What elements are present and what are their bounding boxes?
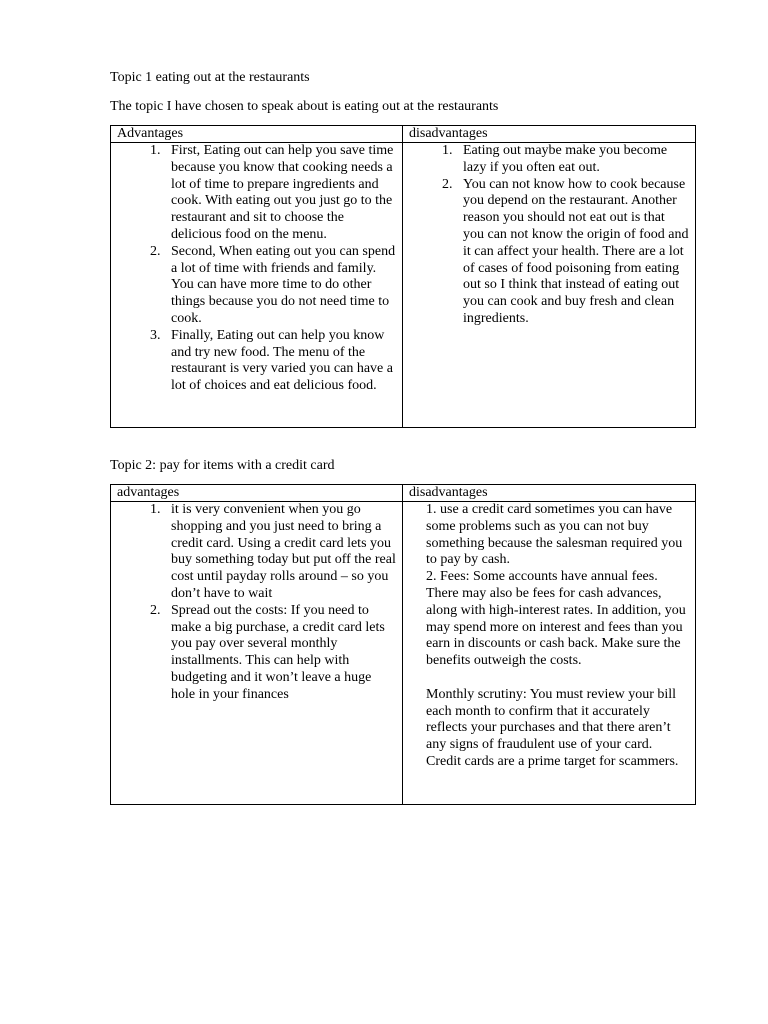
paragraph-spacer [426, 670, 689, 687]
topic1-disadvantages-cell [403, 143, 696, 428]
list-item: 1. First, Eating out can help you save time because you know that cooking needs a lot of time to prepare ingredients and cook. With eating out you just go to the restaurant and sit to choose the delicious food on the menu. [164, 143, 396, 244]
topic2-advantages-list [117, 502, 396, 704]
topic2-header-row [111, 485, 696, 502]
topic2-body-row [111, 502, 696, 805]
topic1-advantages-header: Advantages [111, 126, 403, 143]
list-item: 2. Second, When eating out you can spend a lot of time with friends and family. You can have more time to do other things because you do not need time to cook. [164, 244, 396, 328]
topic2-disadvantages-header: disadvantages [403, 485, 696, 502]
disadvantage-paragraph: 2. Fees: Some accounts have annual fees. There may also be fees for cash advances, along with high-interest rates. In addition, you may spend more on interest and fees than you earn in discounts or cash back. Make sure the benefits outweigh the costs. [426, 569, 686, 669]
topic1-advantages-list [117, 143, 396, 395]
disadvantage-paragraph: 1. use a credit card sometimes you can have some problems such as you can not buy something because the salesman required you to pay by cash. [426, 502, 683, 568]
topic1-advantages-cell [111, 143, 403, 428]
topic1-table [110, 125, 696, 428]
topic2-table [110, 484, 696, 805]
list-item: 2. You can not know how to cook because you depend on the restaurant. Another reason you should not eat out is that you can not know the origin of food and it can affect your health. There are a lot of cases of food poisoning from eating out so I think that instead of eating out you can cook and buy fresh and clean ingredients. [456, 177, 689, 328]
topic2-advantages-header: advantages [111, 485, 403, 502]
list-item: 1. it is very convenient when you go shopping and you just need to bring a credit card. Using a credit card lets you buy something today but put off the real cost until payday rolls around – so you don’t have to wait [164, 502, 396, 603]
topic2-title: Topic 2: pay for items with a credit card [110, 458, 335, 473]
topic1-body-row [111, 143, 696, 428]
topic1-header-row [111, 126, 696, 143]
topic1-intro: The topic I have chosen to speak about is eating out at the restaurants [110, 99, 499, 114]
topic1-disadvantages-list [409, 143, 689, 328]
disadvantage-paragraph: Monthly scrutiny: You must review your bill each month to confirm that it accurately reflects your purchases and that there aren’t any signs of fraudulent use of your card. Credit cards are a prime target for scammers. [426, 686, 679, 769]
topic2-advantages-cell [111, 502, 403, 805]
topic1-disadvantages-header: disadvantages [403, 126, 696, 143]
list-item: 2. Spread out the costs: If you need to make a big purchase, a credit card lets you pay over several monthly installments. This can help with budgeting and it won’t leave a huge hole in your finances [164, 603, 396, 704]
topic1-title: Topic 1 eating out at the restaurants [110, 70, 310, 85]
list-item: 3. Finally, Eating out can help you know and try new food. The menu of the restaurant is very varied you can have a lot of choices and eat delicious food. [164, 328, 396, 395]
list-item: 1. Eating out maybe make you become lazy if you often eat out. [456, 143, 689, 177]
topic2-disadvantages-cell [403, 502, 696, 805]
